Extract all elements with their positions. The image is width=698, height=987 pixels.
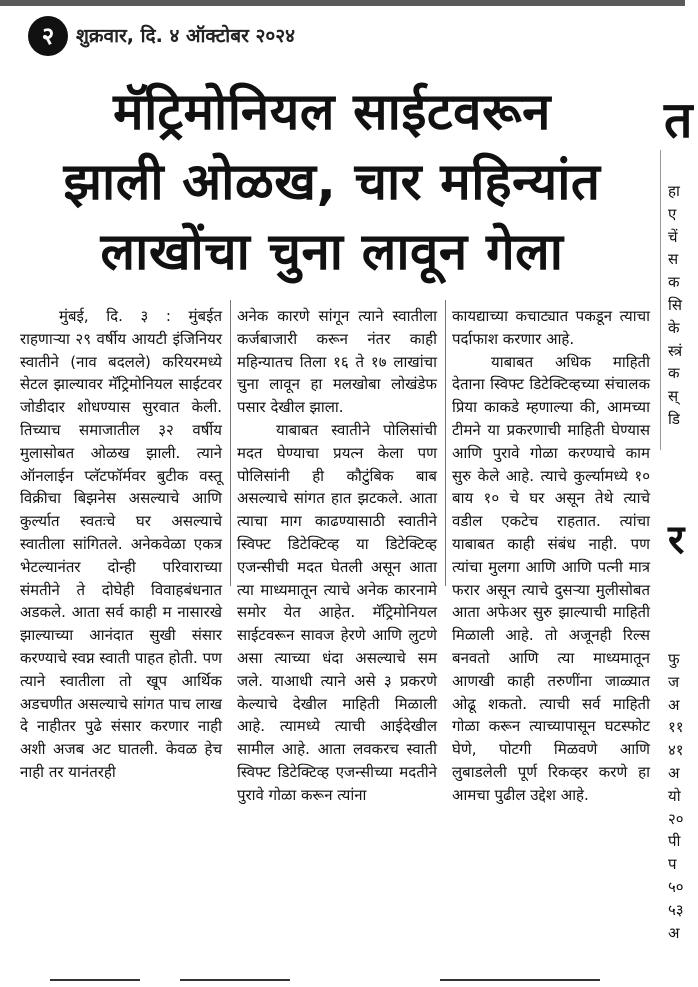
adjacent-line: ४१ — [668, 741, 684, 760]
column-3-paragraph-2: याबाबत अधिक माहिती देताना स्विफ्ट डिटेक्टिव्हच्या संचालक प्रिया काकडे म्हणाल्या की, आमच्या टीमने या प्रकरणाची माहिती घेण्यास आणि पुरावे गोळा करण्याचे काम सुरु केले आहे. त्याचे कुर्ल्यामध्ये १० बाय १० चे घर असून तेथे त्याचे वडील एकटेच राहतात. त्यांचा याबाबत काही संबंध नाही. पण त्यांचा मुलगा आणि आणि पत्नी मात्र फरार असून त्याचे दुसऱ्या मुलीसोबत आता अफेअर सुरु झाल्याची माहिती मिळाली आहे. तो अजूनही रिल्स बनवतो आणि त्या माध्यमातून आणखी काही तरुणींना जाळ्यात ओढू शकतो. त्याची सर्व माहिती गोळा करून त्याच्यापासून घटस्फोट घेणे, पोटगी मिळवणे आणि लुबाडलेली पूर्ण रिकव्हर करणे हा आमचा पुढील उद्देश आहे. — [452, 352, 650, 804]
adjacent-line: यो — [668, 786, 681, 805]
cut-off-text-fragment — [440, 979, 600, 981]
adjacent-line: क — [668, 364, 680, 383]
adjacent-line: अ — [668, 695, 680, 714]
article-column-2 — [237, 305, 437, 807]
adjacent-line: फु — [668, 650, 680, 668]
article-headline — [12, 78, 652, 288]
adjacent-line: चें — [668, 227, 678, 246]
article-column-3 — [452, 305, 650, 807]
adjacent-line: २० — [668, 809, 684, 828]
column-2-paragraph-1: अनेक कारणे सांगून त्याने स्वातीला कर्जबाजारी करून नंतर काही महिन्यातच तिला १६ ते १७ लाखांचा चुना लावून हा मलखोबा लोखंडेफ पसार देखील झाला. — [237, 307, 437, 417]
dateline: शुक्रवार, दि. ४ ऑक्टोबर २०२४ — [76, 25, 295, 47]
adjacent-line: सि — [668, 295, 683, 314]
column-divider — [445, 300, 446, 586]
column-2-paragraph-2: याबाबत स्वातीने पोलिसांची मदत घेण्याचा प्रयत्न केला पण पोलिसांनी ही कौटुंबिक बाब असल्याचे सांगत हात झटकले. आता त्याचा माग काढण्यासाठी स्वातीने स्विफ्ट डिटेक्टिव्ह या डिटेक्टिव्ह एजन्सीची मदत घेतली असून आता त्या माध्यमातून त्याचे अनेक कारनामे समोर येत आहेत. मॅट्रिमोनियल साईटवरून सावज हेरणे आणि लुटणे असा त्याच्या धंदा असल्याचे सम जले. याआधी त्याने असे ३ प्रकरणे केल्याचे देखील माहिती मिळाली आहे. त्यामध्ये त्याची आईदेखील सामील आहे. आता लवकरच स्वाती स्विफ्ट डिटेक्टिव्ह एजन्सीच्या मदतीने पुरावे गोळा करून त्यांना — [237, 420, 437, 804]
adjacent-line: पी — [668, 832, 681, 851]
headline-line-2: झाली ओळख, चार महिन्यांत — [63, 153, 601, 212]
adjacent-line: ५३ — [668, 900, 684, 919]
adjacent-line: क — [668, 273, 680, 292]
adjacent-line: हा — [668, 182, 680, 200]
column-1-paragraph: मुंबई, दि. ३ : मुंबईत राहणाऱ्या २९ वर्षीय आयटी इंजिनियर स्वातीने (नाव बदलले) करियरमध्ये सेटल झाल्यावर मॅट्रिमोनियल साईटवर जोडीदार शोधण्यास सुरवात केली. तिच्याच समाजातील ३२ वर्षीय मुलासोबत ओळख झाली. त्याने ऑनलाईन प्लॅटफॉर्मवर बुटीक वस्तू विक्रीचा बिझनेस असल्याचे आणि कुर्ल्यात स्वतःचे घर असल्याचे स्वातीला सांगितले. अनेकवेळा एकत्र भेटल्यानंतर दोन्ही परिवाराच्या संमतीने ते दोघेही विवाहबंधनात अडकले. आता सर्व काही म नासारखे झाल्याच्या आनंदात सुखी संसार करण्याचे स्वप्न स्वाती पाहत होती. पण त्याने स्वातीला तो खूप आर्थिक अडचणीत असल्याचे सांगत पाच लाख दे नाहीतर पुढे संसार करणार नाही अशी अजब अट घातली. केवळ हेच नाही तर यानंतरही — [20, 307, 222, 781]
adjacent-line: प — [668, 855, 677, 874]
headline-line-1: मॅट्रिमोनियल साईटवरून — [113, 83, 551, 142]
top-border — [0, 0, 685, 6]
adjacent-line: अ — [668, 923, 680, 942]
adjacent-column-bottom — [668, 648, 698, 944]
adjacent-line: ५० — [668, 877, 684, 896]
adjacent-article-divider — [660, 150, 661, 450]
adjacent-line: ११ — [668, 718, 684, 737]
adjacent-line: ए — [668, 204, 677, 223]
cut-off-text-fragment — [180, 979, 290, 981]
column-3-paragraph-1: कायद्याच्या कचाट्यात पकडून त्याचा पर्दाफाश करणार आहे. — [452, 307, 650, 348]
article-column-1 — [20, 305, 222, 784]
adjacent-line: स्त्रं — [668, 341, 683, 360]
adjacent-line: स् — [668, 387, 679, 406]
adjacent-line: डि — [668, 409, 680, 428]
adjacent-column-top — [668, 180, 698, 431]
headline-line-3: लाखोंचा चुना लावून गेला — [100, 223, 564, 282]
page-number-badge: २ — [28, 16, 68, 56]
adjacent-line: स — [668, 250, 679, 269]
adjacent-line: ज — [668, 672, 680, 691]
adjacent-line: अ — [668, 763, 680, 782]
cut-off-bottom-headline — [20, 956, 680, 987]
adjacent-headline-fragment: त — [664, 91, 693, 149]
cut-off-text-fragment — [50, 979, 140, 981]
adjacent-line: के — [668, 318, 680, 337]
column-divider — [230, 300, 231, 586]
adjacent-headline-fragment-2: र — [668, 517, 685, 563]
